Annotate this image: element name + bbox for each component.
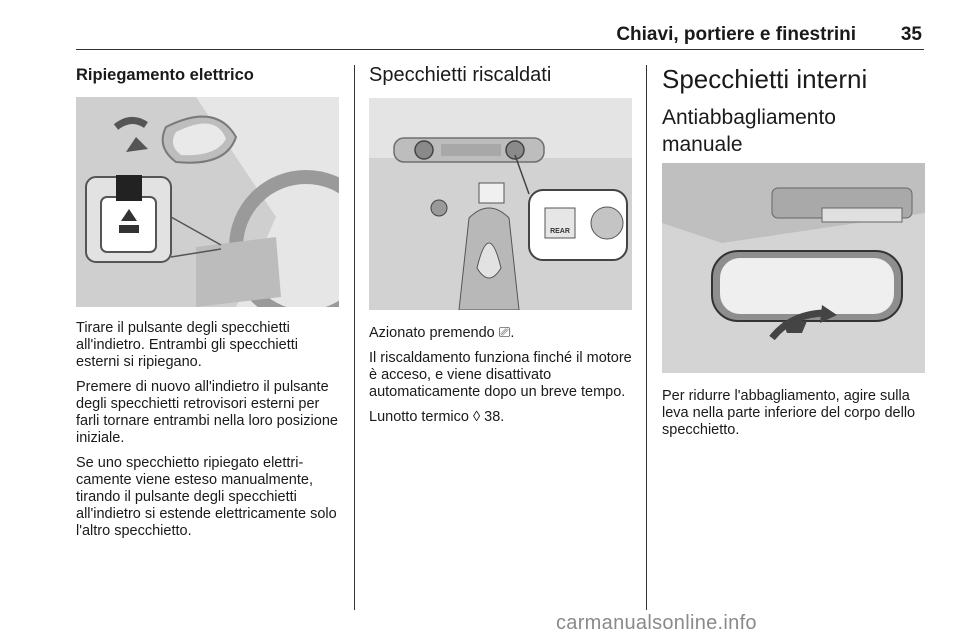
mirror-fold-illustration	[76, 97, 339, 307]
inside-mirror-illustration	[662, 163, 925, 373]
col1-heading: Ripiegamento elettrico	[76, 66, 254, 84]
col2-paragraph: Lunotto termico ◊ 38.	[369, 409, 505, 425]
heated-mirror-illustration	[369, 98, 632, 310]
col1-paragraph: Premere di nuovo all'indietro il pulsante degli specchietti retrovisori esterni per farli tornare entrambi nella loro posizione iniziale.	[76, 379, 338, 446]
col2-paragraph: Il riscaldamento funziona finché il motore è acceso, e viene disattivato automaticamente dopo un breve tempo.	[369, 350, 632, 400]
col3-paragraph: Per ridurre l'abbagliamento, agire sulla leva nella parte inferiore del corpo dello specchietto.	[662, 388, 916, 438]
col3-heading: Specchietti interni	[662, 64, 868, 94]
column-divider-2	[646, 65, 647, 610]
col2-paragraph: Azionato premendo ⎚.	[369, 325, 515, 341]
col1-paragraph: Se uno specchietto ripiegato elettri-camente viene esteso manualmente, tirando il pulsante degli specchietti all'indietro si estende elettricamente solo l'altro specchietto.	[76, 455, 337, 539]
col2-heading: Specchietti riscaldati	[369, 64, 552, 86]
header-rule	[76, 49, 924, 50]
page-number: 35	[900, 24, 922, 45]
watermark: carmanualsonline.info	[556, 612, 757, 634]
header-title: Chiavi, portiere e finestrini	[616, 24, 856, 45]
column-divider-1	[354, 65, 355, 610]
col3-subheading: Antiabbagliamento manuale	[662, 106, 836, 156]
col1-paragraph: Tirare il pulsante degli specchietti all'indietro. Entrambi gli specchietti esterni si ripiegano.	[76, 320, 298, 370]
rear-button-label: REAR	[550, 228, 570, 235]
